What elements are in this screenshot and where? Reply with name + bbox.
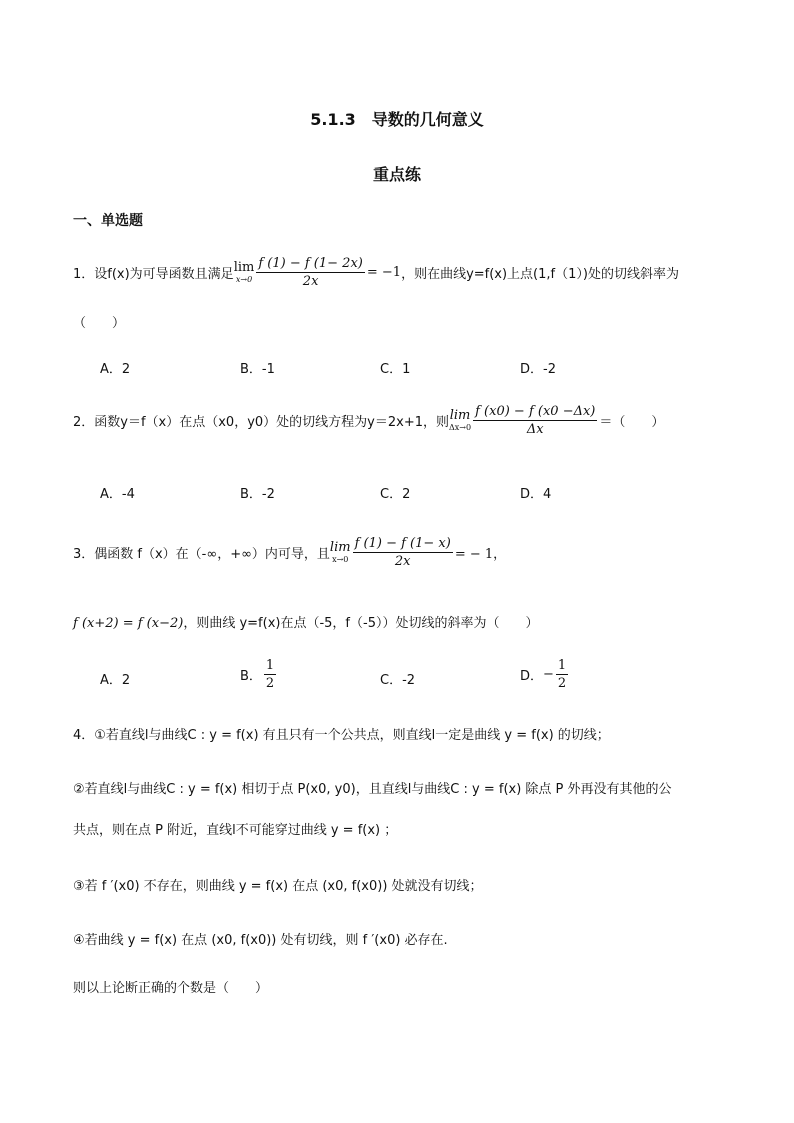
q2-option-d[interactable]: D．4 — [520, 487, 552, 502]
q3-option-b-label: B． — [240, 669, 262, 684]
q1-lim-text: lim — [233, 260, 255, 275]
q4-statement-1: 4．①若直线l与曲线C : y = f(x) 有且只有一个公共点，则直线l一定是曲线 y = f(x) 的切线； — [73, 728, 610, 743]
q2-option-a[interactable]: A．-4 — [100, 487, 135, 502]
q2-limit — [449, 409, 471, 432]
q1-suffix: ，则在曲线y=f(x)上点(1,f（1）)处的切线斜率为 — [401, 267, 679, 282]
q1-option-d[interactable]: D．-2 — [520, 362, 556, 377]
q2-lim-sub: Δx→0 — [449, 423, 472, 432]
q4-statement-2a: ②若直线l与曲线C : y = f(x) 相切于点 P(x0, y0)，且直线l与曲线C : y = f(x) 除点 P 外再没有其他的公 — [73, 782, 672, 797]
page-title: 5.1.3 导数的几何意义 — [310, 110, 484, 129]
q1-prefix: 1．设f(x)为可导函数且满足 — [73, 267, 234, 282]
q1-paren: （ ） — [73, 316, 126, 331]
q3-option-b-num: 1 — [265, 658, 275, 673]
q3-equals: = − 1， — [454, 547, 507, 562]
q3-line-2-suffix: ，则曲线 y=f(x)在点（-5，f（-5））处切线的斜率为（ ） — [183, 616, 539, 631]
q2-option-c[interactable]: C．2 — [380, 487, 411, 502]
q1-denominator: 2x — [302, 274, 319, 289]
q1-equals: = −1 — [366, 265, 402, 280]
q3-option-d[interactable] — [520, 658, 570, 691]
q3-option-a[interactable]: A．2 — [100, 673, 131, 688]
q1-fraction — [256, 256, 365, 289]
q2-fraction — [473, 404, 597, 437]
q3-numerator: f (1) − f (1− x) — [354, 536, 451, 551]
q4-statement-2b: 共点，则在点 P 附近，直线l不可能穿过曲线 y = f(x) ； — [73, 823, 398, 838]
question-2-stem — [73, 404, 664, 437]
q3-option-b[interactable] — [240, 658, 278, 691]
q3-prefix: 3．偶函数 f（x）在（-∞，+∞）内可导，且 — [73, 547, 330, 562]
q3-option-d-label: D． — [520, 669, 544, 684]
q3-option-d-den: 2 — [557, 676, 567, 691]
q3-option-d-sign: − — [543, 667, 554, 682]
q2-option-b[interactable]: B．-2 — [240, 487, 275, 502]
q3-limit — [330, 541, 351, 564]
q3-denominator: 2x — [394, 554, 411, 569]
q2-numerator: f (x0) − f (x0 −Δx) — [475, 404, 596, 419]
q4-question: 则以上论断正确的个数是（ ） — [73, 981, 269, 996]
q3-option-c[interactable]: C．-2 — [380, 673, 416, 688]
question-1-stem — [73, 256, 679, 289]
q1-limit — [234, 261, 255, 284]
q1-option-c[interactable]: C．1 — [380, 362, 411, 377]
q1-option-a[interactable]: A．2 — [100, 362, 131, 377]
q3-functional-equation: f (x+2) = f (x−2) — [73, 616, 184, 631]
q4-statement-3: ③若 f ′(x0) 不存在，则曲线 y = f(x) 在点 (x0, f(x0)) 处就没有切线； — [73, 879, 483, 894]
q3-option-d-num: 1 — [557, 658, 567, 673]
q3-option-b-fraction — [264, 658, 276, 691]
q3-lim-sub: x→0 — [332, 555, 349, 564]
q1-numerator: f (1) − f (1− 2x) — [258, 256, 363, 271]
section-heading: 一、单选题 — [73, 213, 143, 229]
q3-fraction — [353, 536, 453, 569]
q2-lim-text: lim — [449, 408, 471, 423]
q2-denominator: Δx — [526, 422, 544, 437]
page-subtitle: 重点练 — [372, 165, 421, 184]
q3-line-2 — [73, 612, 538, 631]
q1-option-b[interactable]: B．-1 — [240, 362, 275, 377]
question-3-stem — [73, 536, 506, 569]
q1-lim-sub: x→0 — [235, 275, 253, 284]
q3-lim-text: lim — [329, 540, 351, 555]
q3-option-b-den: 2 — [265, 676, 275, 691]
q3-option-d-fraction — [556, 658, 568, 691]
q2-suffix: ＝（ ） — [599, 415, 665, 430]
q2-prefix: 2．函数y＝f（x）在点（x0，y0）处的切线方程为y＝2x+1，则 — [73, 415, 449, 430]
q4-statement-4: ④若曲线 y = f(x) 在点 (x0, f(x0)) 处有切线，则 f ′(x0) 必存在. — [73, 933, 448, 948]
